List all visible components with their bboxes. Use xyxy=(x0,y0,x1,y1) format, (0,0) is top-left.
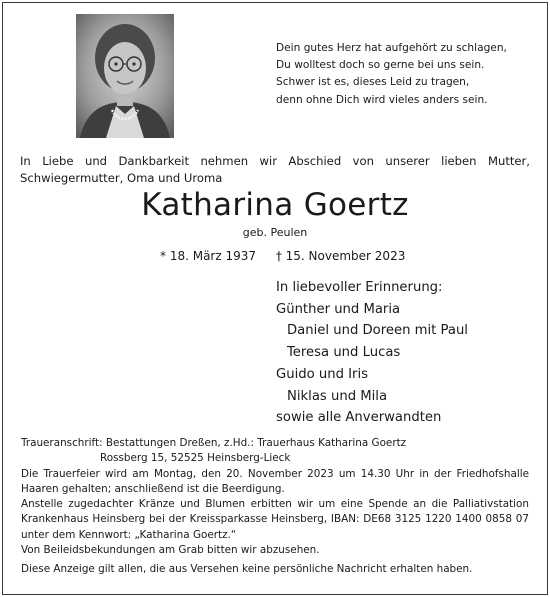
poem-line: Du wolltest doch so gerne bei uns sein. xyxy=(276,59,485,72)
family-list xyxy=(276,277,468,429)
family-member: Daniel und Doreen mit Paul xyxy=(287,323,468,339)
footer-info xyxy=(21,436,529,578)
condolences-note: Von Beileidsbekundungen am Grab bitten wir abzusehen. xyxy=(21,544,320,557)
family-heading: In liebevoller Erinnerung: xyxy=(276,280,443,295)
family-member: Guido und Iris xyxy=(276,366,368,382)
memorial-poem xyxy=(276,40,536,109)
family-member: sowie alle Anverwandten xyxy=(276,410,442,426)
donation-info: Anstelle zugedachter Kränze und Blumen erbitten wir um eine Spende an die Palliativstation Krankenhaus Heinsberg bei der Kreissparkasse Heinsberg, IBAN: DE68 3125 1220 1400 0858 07 unter dem Kennwort: „Katharina Goertz.“ xyxy=(21,498,529,541)
poem-line: Schwer ist es, dieses Leid zu tragen, xyxy=(276,76,470,89)
portrait-photo xyxy=(76,14,174,138)
address-line: Traueranschrift: Bestattungen Dreßen, z.Hd.: Trauerhaus Katharina Goertz xyxy=(21,437,407,449)
death-date: † 15. November 2023 xyxy=(275,249,406,263)
intro-text: In Liebe und Dankbarkeit nehmen wir Abschied von unserer lieben Mutter, Schwiegermutter, Oma und Uroma xyxy=(20,154,530,185)
family-member: Niklas und Mila xyxy=(287,388,388,404)
poem-line: denn ohne Dich wird vieles anders sein. xyxy=(276,93,488,106)
family-member: Günther und Maria xyxy=(276,301,401,317)
birth-date: * 18. März 1937 xyxy=(160,249,257,263)
deceased-name: Katharina Goertz xyxy=(141,187,409,223)
poem-line: Dein gutes Herz hat aufgehört zu schlagen, xyxy=(276,42,507,54)
birth-name: geb. Peulen xyxy=(242,226,308,239)
notice-note: Diese Anzeige gilt allen, die aus Versehen keine persönliche Nachricht erhalten haben. xyxy=(21,563,473,576)
service-info: Die Trauerfeier wird am Montag, den 20. November 2023 um 14.30 Uhr in der Friedhofshalle Haaren gehalten; anschließend ist die Beerdigung. xyxy=(21,467,529,495)
family-member: Teresa und Lucas xyxy=(287,345,401,361)
life-dates xyxy=(160,249,405,263)
address-line: Rossberg 15, 52525 Heinsberg-Lieck xyxy=(100,452,291,465)
